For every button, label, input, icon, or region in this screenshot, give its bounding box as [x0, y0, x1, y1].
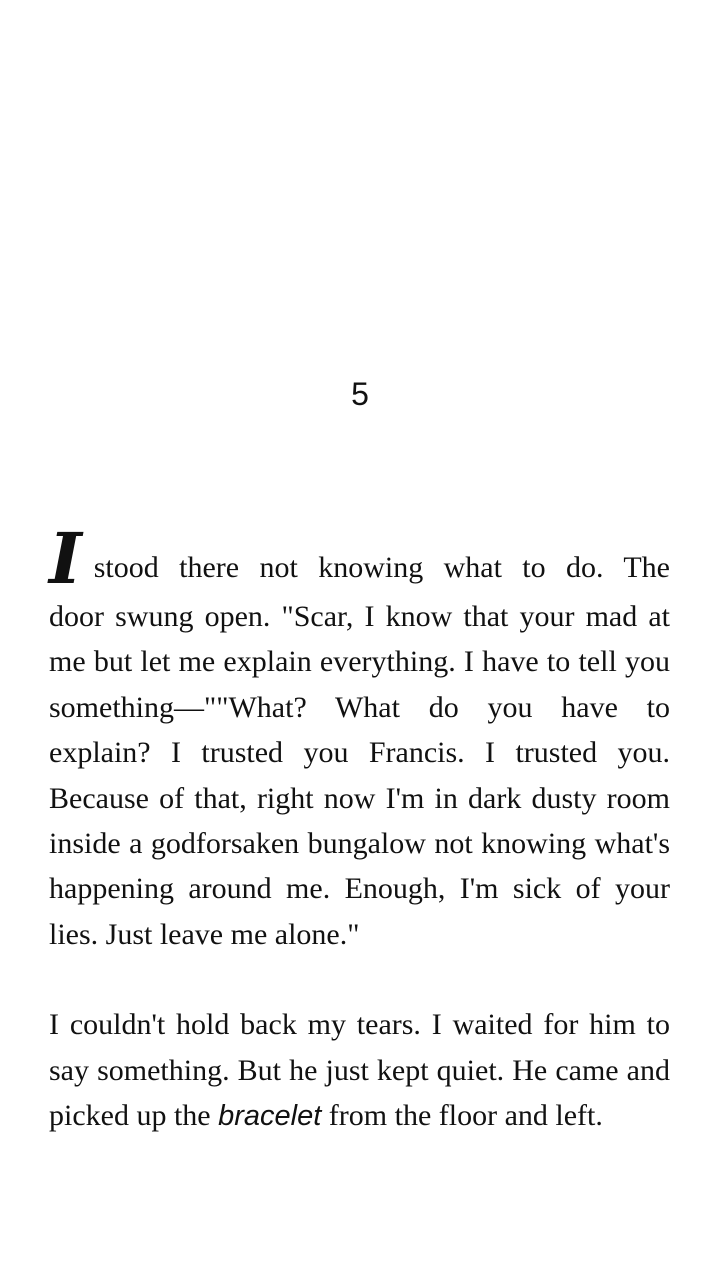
chapter-number: 5 [351, 376, 369, 412]
drop-cap: I [49, 517, 82, 600]
paragraph-1: door swung open. "Scar, I know that your mad at me but let me explain everything. I have to tell you something—""What? What do you have to explain? I trusted you Francis. I trusted you. Because of that, right now I'm in dark dusty room inside a godforsaken bungalow not knowing what's happening around me. Enough, I'm sick of your lies. Just leave me alone." [49, 600, 670, 951]
paragraph-2-text-start: I couldn't hold back my tears. I waited for him to say something. But he just kept quiet. He came and picked up the [49, 1008, 670, 1133]
first-line-text: stood there not knowing what to do. The [93, 551, 670, 584]
first-line [49, 516, 670, 600]
paragraph-2-text-end: from the floor and left. [321, 1099, 603, 1133]
paragraph-2 [49, 1002, 670, 1139]
emphasized-word: bracelet [218, 1100, 322, 1133]
chapter-text [49, 516, 670, 1139]
